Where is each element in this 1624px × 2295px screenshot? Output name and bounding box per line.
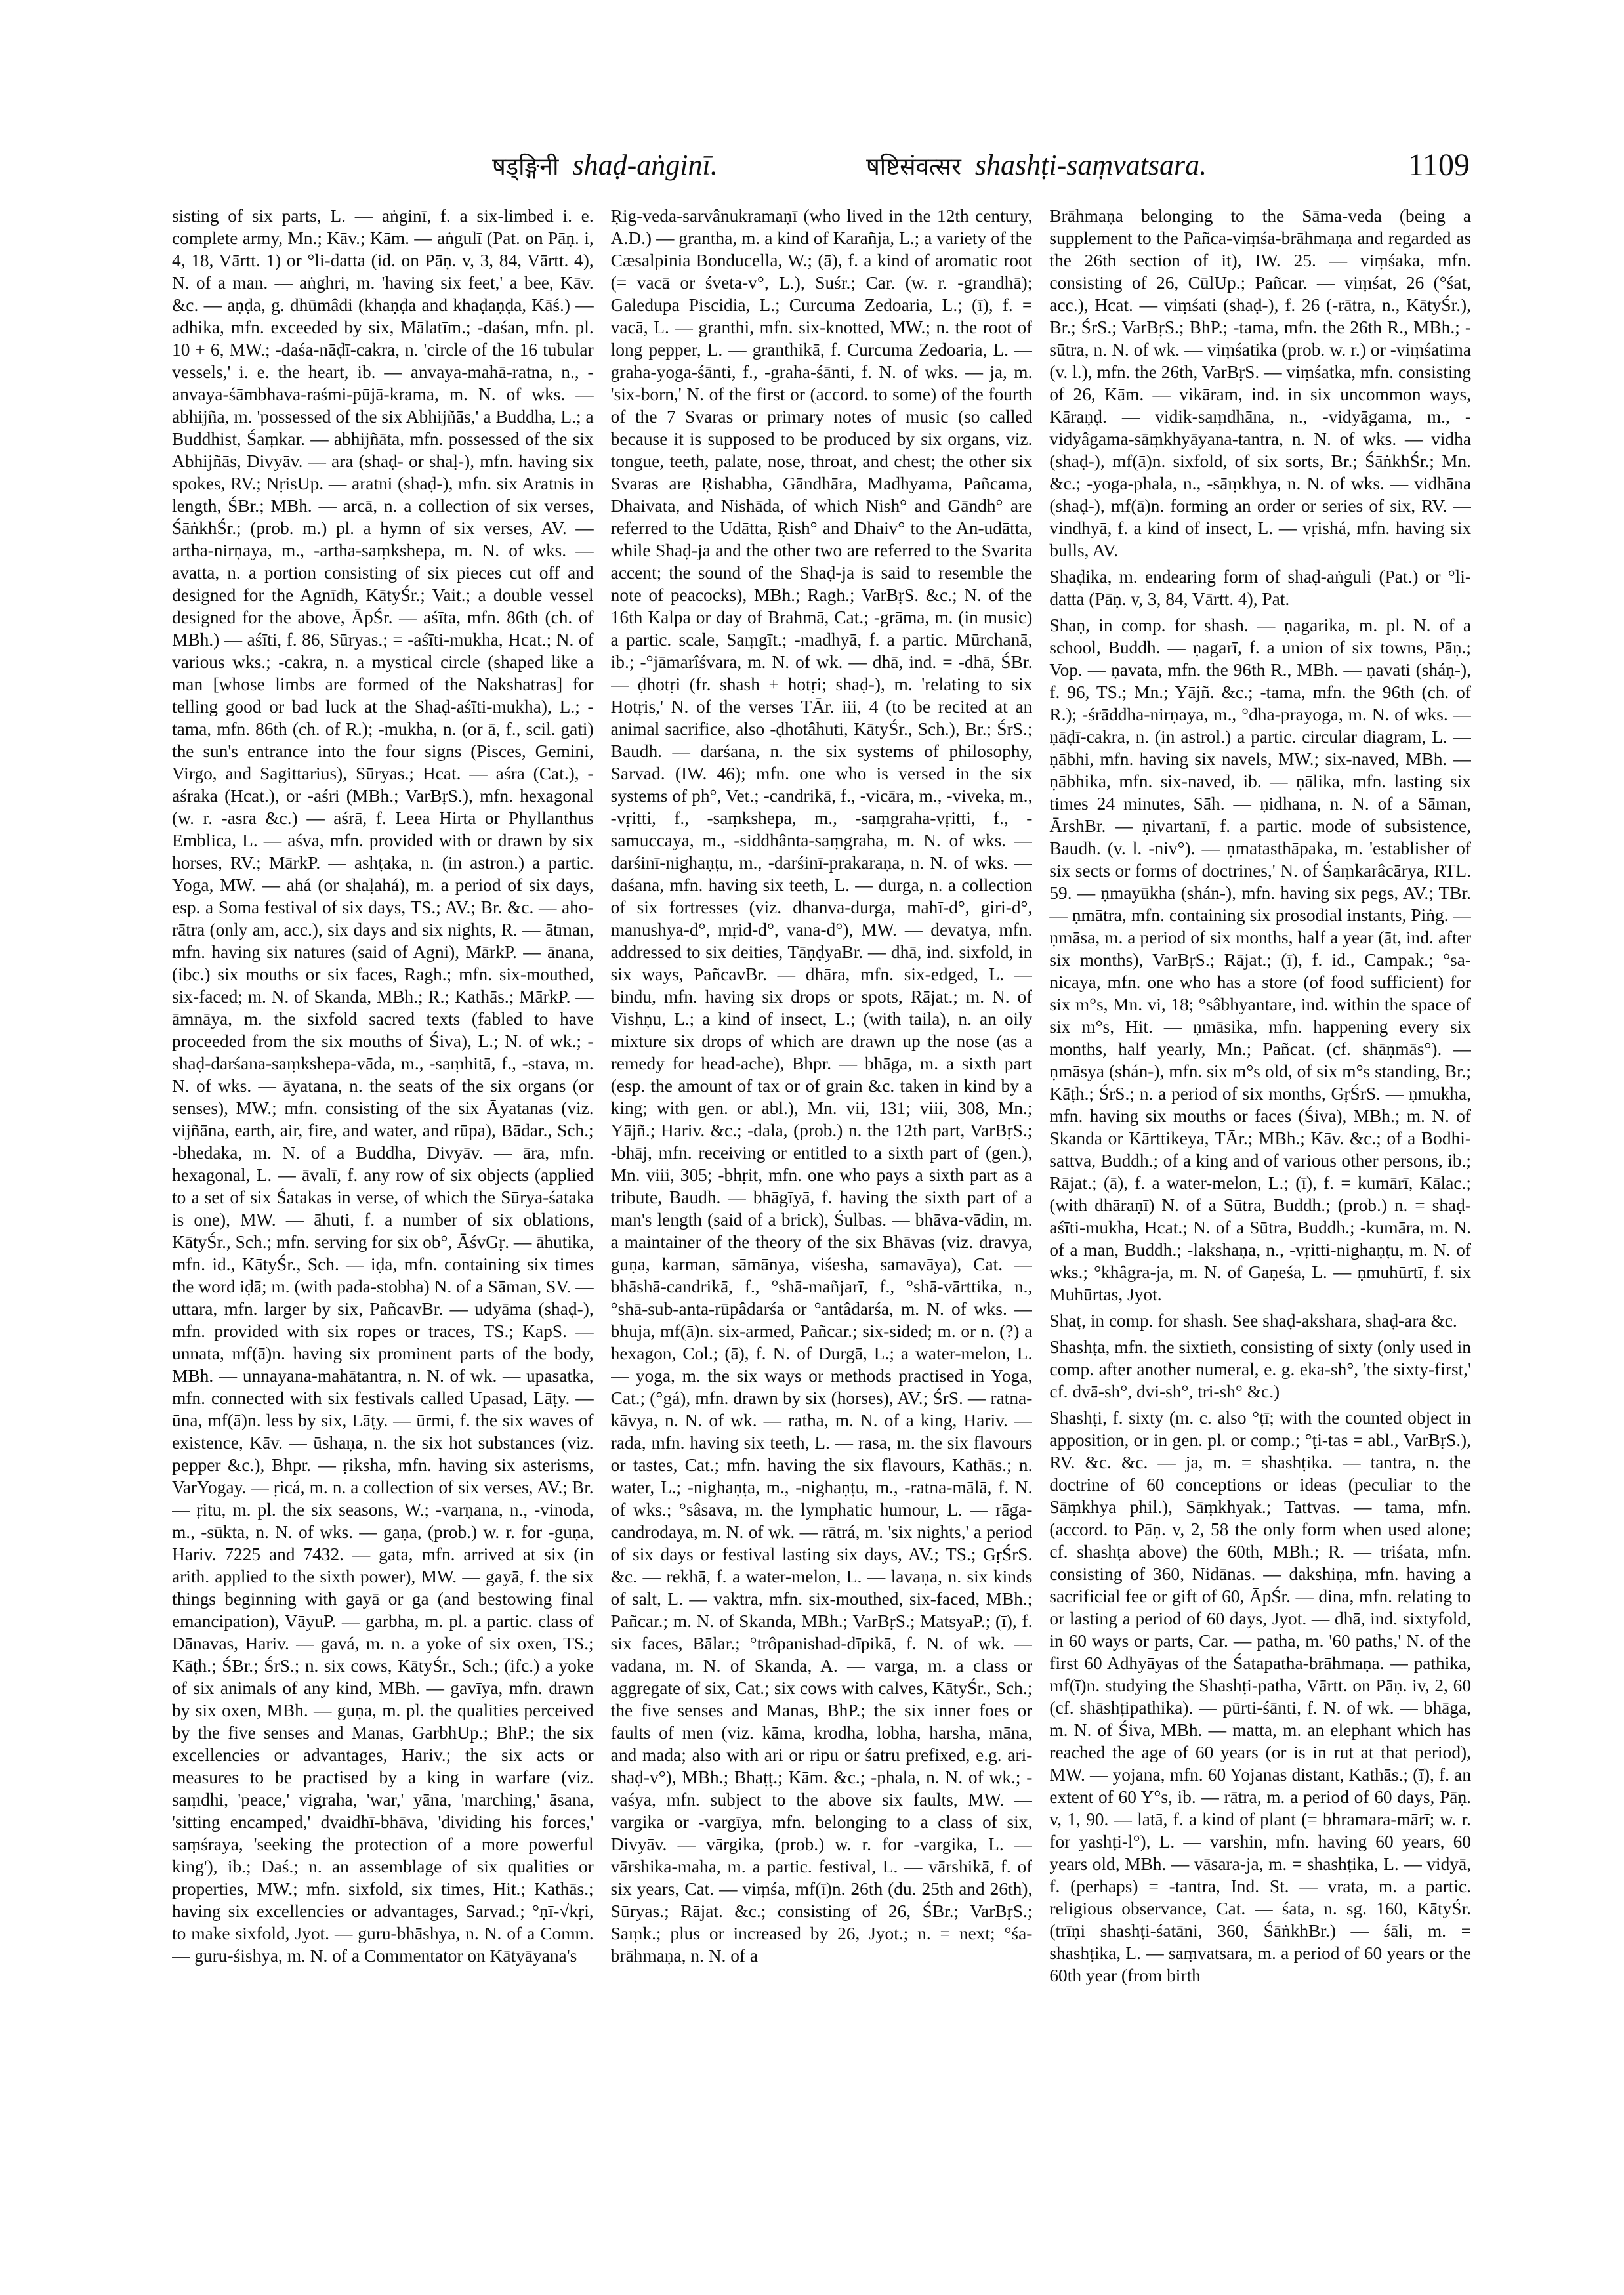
column-3-paragraph: Shaḍika, m. endearing form of shaḍ-aṅguli (Pat.) or °li-datta (Pāṇ. v, 3, 84, Vārtt. 4), Pat. xyxy=(1049,567,1472,609)
column-1-paragraph: sisting of six parts, L. — aṅginī, f. a six-limbed i. e. complete army, Mn.; Kāv.; Kām. — aṅgulī (Pat. on Pāṇ. i, 4, 18, Vārtt. 1) or °li-datta (id. on Pāṇ. v, 3, 84, Vārtt. 4), N. of a man. — aṅghri, m. 'having six feet,' a bee, Kāv. &c. — aṇḍa, g. dhūmâdi (khaṇḍa and khaḍaṇḍa, Kāś.) — adhika, mfn. exceeded by six, Mālatīm.; -daśan, mfn. pl. 10 + 6, MW.; -daśa-nāḍī-cakra, n. 'circle of the 16 tubular vessels,' i. e. the heart, ib. — anvaya-mahā-ratna, n., -anvaya-śāmbhava-raśmi-pūjā-krama, m. N. of wks. — abhijña, m. 'possessed of the six Abhijñās,' a Buddha, L.; a Buddhist, Śaṃkar. — abhijñāta, mfn. possessed of the six Abhijñās, Divyāv. — ara (shaḍ- or shaḷ-), mfn. having six spokes, RV.; NṛisUp. — aratni (shaḍ-), mfn. six Aratnis in length, ŚBr.; MBh. — arcā, n. a collection of six verses, ŚāṅkhŚr.; (prob. m.) pl. a hymn of six verses, AV. — artha-nirṇaya, m., -artha-saṃkshepa, m. N. of wks. — avatta, n. a portion consisting of six pieces cut off and designed for the Agnīdh, KātyŚr.; Vait.; a double vessel designed for the above, ĀpŚr. — aśīta, mfn. 86th (ch. of MBh.) — aśīti, f. 86, Sūryas.; = -aśīti-mukha, Hcat.; N. of various wks.; -cakra, n. a mystical circle (shaped like a man [whose limbs are formed of the Nakshatras] for telling good or bad luck at the Shaḍ-aśīti-mukha), L.; -tama, mfn. 86th (ch. of R.); -mukha, n. (or ā, f., scil. gati) the sun's entrance into the four signs (Pisces, Gemini, Virgo, and Sagittarius), Sūryas.; Hcat. — aśra (Cat.), -aśraka (Hcat.), or -aśri (MBh.; VarBṛS.), mfn. hexagonal (w. r. -asra &c.) — aśrā, f. Leea Hirta or Phyllanthus Emblica, L. — aśva, mfn. provided with or drawn by six horses, RV.; MārkP. — ashṭaka, n. (in astron.) a partic. Yoga, MW. — ahá (or shaḷahá), m. a period of six days, esp. a Soma festival of six days, TS.; AV.; Br. &c. — aho-rātra (only am, acc.), six days and six nights, R. — ātman, mfn. having six natures (said of Agni), MārkP. — ānana, (ibc.) six mouths or six faces, Ragh.; mfn. six-mouthed, six-faced; m. N. of Skanda, MBh.; R.; Kathās.; MārkP. — āmnāya, m. the sixfold sacred texts (fabled to have proceeded from the six mouths of Śiva), L.; N. of wk.; -shaḍ-darśana-saṃkshepa-vāda, m., -saṃhitā, f., -stava, m. N. of wks. — āyatana, n. the seats of the six organs (or senses), MW.; mfn. consisting of the six Āyatanas (viz. vijñāna, earth, air, fire, and water, and rūpa), Bādar., Sch.; -bhedaka, m. N. of a Buddha, Divyāv. — āra, mfn. hexagonal, L. — āvalī, f. any row of six objects (applied to a set of six Śatakas in verse, of which the Sūrya-śataka is one), MW. — āhuti, f. a number of six oblations, KātyŚr., Sch.; mfn. serving for six ob°, ĀśvGṛ. — āhutika, mfn. id., KātyŚr., Sch. — iḍa, mfn. containing six times the word iḍā; m. (with pada-stobha) N. of a Sāman, SV. — uttara, mfn. larger by six, PañcavBr. — udyāma (shaḍ-), mfn. provided with six ropes or traces, TS.; KapS. — unnata, mf(ā)n. having six prominent parts of the body, MBh. — unnayana-mahātantra, n. N. of wk. — upasatka, mfn. connected with six festivals called Upasad, Lāṭy. — ūna, mf(ā)n. less by six, Lāṭy. — ūrmi, f. the six waves of existence, Kāv. — ūshaṇa, n. the six hot substances (viz. pepper &c.), Bhpr. — ṛiksha, mfn. having six asterisms, VarYogay. — ṛicá, m. n. a collection of six verses, AV.; Br. — ṛitu, m. pl. the six seasons, W.; -varṇana, n., -vinoda, m., -sūkta, n. N. of wks. — gaṇa, (prob.) w. r. for -guṇa, Hariv. 7225 and 7432. — gata, mfn. arrived at six (in arith. applied to the sixth power), MW. — gayā, f. the six things beginning with gayā or ga (and bestowing final emancipation), VāyuP. — garbha, m. pl. a partic. class of Dānavas, Hariv. — gavá, m. n. a yoke of six oxen, TS.; Kāṭh.; ŚBr.; ŚrS.; n. six cows, KātyŚr., Sch.; (ifc.) a yoke of six animals of any kind, MBh. — gavīya, mfn. drawn by six oxen, MBh. — guṇa, m. pl. the qualities perceived by the five senses and Manas, GarbhUp.; BhP.; the six excellencies or advantages, Hariv.; the six acts or measures to be practised by a king in warfare (viz. saṃdhi, 'peace,' vigraha, 'war,' yāna, 'marching,' āsana, 'sitting encamped,' dvaidhī-bhāva, 'dividing his forces,' saṃśraya, 'seeking the protection of a more powerful king'), ib.; Daś.; n. an assemblage of six qualities or properties, MW.; mfn. sixfold, six times, Hit.; Kathās.; having six excellencies or advantages, Sarvad.; °ṇī-√kṛi, to make sixfold, Jyot. — guru-bhāshya, n. N. of a Comm. — guru-śishya, m. N. of a Commentator on Kātyāyana's xyxy=(172,206,594,1966)
header-right-headword xyxy=(866,148,1207,182)
column-2-paragraph: Ṛig-veda-sarvânukramaṇī (who lived in the 12th century, A.D.) — grantha, m. a kind of Karañja, L.; a variety of the Cæsalpinia Bonducella, W.; (ā), f. a kind of aromatic root (= vacā or śveta-v°, L.), Suśr.; Car. (w. r. -grandhā); Galedupa Piscidia, L.; Curcuma Zedoaria, L.; (ī), f. = vacā, L. — granthi, mfn. six-knotted, MW.; n. the root of long pepper, L. — granthikā, f. Curcuma Zedoaria, L. — graha-yoga-śānti, f., -graha-śānti, f. N. of wks. — ja, m. 'six-born,' N. of the first or (accord. to some) of the fourth of the 7 Svaras or primary notes of music (so called because it is supposed to be produced by six organs, viz. tongue, teeth, palate, nose, throat, and chest; the other six Svaras are Ṛishabha, Gāndhāra, Madhyama, Pañcama, Dhaivata, and Nishāda, of which Nish° and Gāndh° are referred to the Udātta, Ṛish° and Dhaiv° to the An-udātta, while Shaḍ-ja and the other two are referred to the Svarita accent; the sound of the Shaḍ-ja is said to resemble the note of peacocks), MBh.; Ragh.; VarBṛS. &c.; N. of the 16th Kalpa or day of Brahmā, Cat.; -grāma, m. (in music) a partic. scale, Saṃgīt.; -madhyā, f. a partic. Mūrchanā, ib.; -°jāmarîśvara, m. N. of wk. — dhā, ind. = -dhā, ŚBr. — ḍhotṛi (fr. shash + hotṛi; shaḍ-), m. 'relating to six Hotṛis,' N. of the verses TĀr. iii, 4 (to be recited at an animal sacrifice, also -ḍhotâhuti, KātyŚr., Sch.), Br.; ŚrS.; Baudh. — darśana, n. the six systems of philosophy, Sarvad. (IW. 46); mfn. one who is versed in the six systems of ph°, Vet.; -candrikā, f., -vicāra, m., -viveka, m., -vṛitti, f., -saṃkshepa, m., -saṃgraha-vṛitti, f., -samuccaya, m., -siddhânta-saṃgraha, m. N. of wks. — darśinī-nighaṇṭu, m., -darśinī-prakaraṇa, n. N. of wks. — daśana, mfn. having six teeth, L. — durga, n. a collection of six fortresses (viz. dhanva-durga, mahī-d°, giri-d°, manushya-d°, mṛid-d°, vana-d°), MW. — devatya, mfn. addressed to six deities, TāṇḍyaBr. — dhā, ind. sixfold, in six ways, PañcavBr. — dhāra, mfn. six-edged, L. — bindu, mfn. having six drops or spots, Rājat.; m. N. of Vishṇu, L.; a kind of insect, L.; (with taila), n. an oily mixture six drops of which are drawn up the nose (as a remedy for head-ache), Bhpr. — bhāga, m. a sixth part (esp. the amount of tax or of grain &c. taken in kind by a king; with gen. or abl.), Mn. vii, 131; viii, 308, Mn.; Yājñ.; Hariv. &c.; -dala, (prob.) n. the 12th part, VarBṛS.; -bhāj, mfn. receiving or entitled to a sixth part of (gen.), Mn. viii, 305; -bhṛit, mfn. one who pays a sixth part as a tribute, Baudh. — bhāgīyā, f. having the sixth part of a man's length (said of a brick), Śulbas. — bhāva-vādin, m. a maintainer of the theory of the six Bhāvas (viz. dravya, guṇa, karman, sāmānya, viśesha, samavāya), Cat. — bhāshā-candrikā, f., °shā-mañjarī, f., °shā-vārttika, n., °shā-sub-anta-rūpâdarśa or °antâdarśa, m. N. of wks. — bhuja, mf(ā)n. six-armed, Pañcar.; six-sided; m. or n. (?) a hexagon, Col.; (ā), f. N. of Durgā, L.; a water-melon, L. — yoga, m. the six ways or methods practised in Yoga, Cat.; (°gá), mfn. drawn by six (horses), AV.; ŚrS. — ratna-kāvya, n. N. of wk. — ratha, m. N. of a king, Hariv. — rada, mfn. having six teeth, L. — rasa, m. the six flavours or tastes, Cat.; mfn. having the six flavours, Kathās.; n. water, L.; -nighaṇṭa, m., -nighaṇṭu, m., -ratna-mālā, f. N. of wks.; °sâsava, m. the lymphatic humour, L. — rāga-candrodaya, m. N. of wk. — rātrá, m. 'six nights,' a period of six days or festival lasting six days, AV.; TS.; GṛŚrS. &c. — rekhā, f. a water-melon, L. — lavaṇa, n. six kinds of salt, L. — vaktra, mfn. six-mouthed, six-faced, MBh.; Pañcar.; m. N. of Skanda, MBh.; VarBṛS.; MatsyaP.; (ī), f. six faces, Bālar.; °trôpanishad-dīpikā, f. N. of wk. — vadana, m. N. of Skanda, A. — varga, m. a class or aggregate of six, Cat.; six cows with calves, KātyŚr., Sch.; the five senses and Manas, BhP.; the six inner foes or faults of men (viz. kāma, krodha, lobha, harsha, māna, and mada; also with ari or ripu or śatru prefixed, e.g. ari-shaḍ-v°), MBh.; Bhaṭṭ.; Kām. &c.; -phala, n. N. of wk.; -vaśya, mfn. subject to the above six faults, MW. — vargika or -vargīya, mfn. belonging to a class of six, Divyāv. — vārgika, (prob.) w. r. for -vargika, L. — vārshika-maha, m. a partic. festival, L. — vārshikā, f. of six years, Cat. — viṃśa, mf(ī)n. 26th (du. 25th and 26th), Sūryas.; Rājat. &c.; consisting of 26, ŚBr.; VarBṛS.; Saṃk.; plus or increased by 26, Jyot.; n. = next; °śa-brāhmaṇa, n. N. of a xyxy=(610,206,1033,1966)
column-2 xyxy=(611,205,1033,2265)
header-right-devanagari: षष्टिसंवत्सर xyxy=(866,154,961,180)
text-columns xyxy=(172,205,1471,2265)
column-1 xyxy=(172,205,594,2265)
column-3 xyxy=(1049,205,1471,2265)
header-left-transliteration: shaḍ-aṅginī. xyxy=(572,149,718,181)
running-header xyxy=(164,148,1470,201)
column-3-paragraph: Shashṭi, f. sixty (m. c. also °ṭī; with the counted object in apposition, or in gen. pl. or comp.; °ṭi-tas = abl., VarBṛS.), RV. &c. &c. — ja, m. = shashṭika. — tantra, n. the doctrine of 60 conceptions or ideas (peculiar to the Sāṃkhya phil.), Sāṃkhyak.; Tattvas. — tama, mfn. (accord. to Pāṇ. v, 2, 58 the only form when used alone; cf. shashṭa above) the 60th, MBh.; R. — triśata, mfn. consisting of 360, Nidānas. — dakshiṇa, mfn. having a sacrificial fee or gift of 60, ĀpŚr. — dina, mfn. relating to or lasting a period of 60 days, Jyot. — dhā, ind. sixtyfold, in 60 ways or parts, Car. — patha, m. '60 paths,' N. of the first 60 Adhyāyas of the Śatapatha-brāhmaṇa. — pathika, mf(ī)n. studying the Shashṭi-patha, Vārtt. on Pāṇ. iv, 2, 60 (cf. shāshṭipathika). — pūrti-śānti, f. N. of wk. — bhāga, m. N. of Śiva, MBh. — matta, m. an elephant which has reached the age of 60 years (or is in rut at that period), MW. — yojana, mfn. 60 Yojanas distant, Kathās.; (ī), f. an extent of 60 Y°s, ib. — rātra, m. a period of 60 days, Pāṇ. v, 1, 90. — latā, f. a kind of plant (= bhramara-mārī; w. r. for yashṭi-l°), L. — varshin, mfn. having 60 years, 60 years old, MBh. — vāsara-ja, m. = shashṭika, L. — vidyā, f. (perhaps) = -tantra, Ind. St. — vrata, m. a partic. religious observance, Cat. — śata, n. sg. 160, KātyŚr. (trīṇi shashṭi-śatāni, 360, ŚāṅkhBr.) — śāli, m. = shashṭika, L. — saṃvatsara, m. a period of 60 years or the 60th year (from birth xyxy=(1049,1408,1472,1985)
page-number: 1109 xyxy=(1407,148,1470,182)
header-left-headword xyxy=(492,148,718,182)
column-3-paragraph: Shashṭa, mfn. the sixtieth, consisting of sixty (only used in comp. after another numeral, e. g. eka-sh°, 'the sixty-first,' cf. dvā-sh°, dvi-sh°, tri-sh° &c.) xyxy=(1049,1337,1472,1401)
header-left-devanagari: षड्ङ्गिनी xyxy=(492,154,559,180)
column-3-paragraph: Shaṇ, in comp. for shash. — ṇagarika, m. pl. N. of a school, Buddh. — ṇagarī, f. a union of six towns, Pāṇ.; Vop. — ṇavata, mfn. the 96th R., MBh. — ṇavati (sháṇ-), f. 96, TS.; Mn.; Yājñ. &c.; -tama, mfn. the 96th (ch. of R.); -śrāddha-nirṇaya, m., °dha-prayoga, m. N. of wks. — ṇāḍī-cakra, n. (in astrol.) a partic. circular diagram, L. — ṇābhi, mfn. having six navels, MW.; six-naved, MBh. — ṇābhika, mfn. six-naved, ib. — ṇālika, mfn. lasting six times 24 minutes, Sāh. — ṇidhana, n. N. of a Sāman, ĀrshBr. — ṇivartanī, f. a partic. mode of subsistence, Baudh. (v. l. -niv°). — ṇmatasthāpaka, m. 'establisher of six sects or forms of doctrines,' N. of Śaṃkarâcārya, RTL. 59. — ṇmayūkha (shán-), mfn. having six pegs, AV.; TBr. — ṇmātra, mfn. containing six prosodial instants, Piṅg. — ṇmāsa, m. a period of six months, half a year (āt, ind. after six months), VarBṛS.; Rājat.; (ī), f. id., Campak.; °sa-nicaya, mfn. one who has a store (of food sufficient) for six m°s, Mn. vi, 18; °sâbhyantare, ind. within the space of six m°s, Hit. — ṇmāsika, mfn. happening every six months, half yearly, Mn.; Pañcat. (cf. shāṇmās°). — ṇmāsya (shán-), mfn. six m°s old, of six m°s standing, Br.; Kāṭh.; ŚrS.; n. a period of six months, GṛŚrS. — ṇmukha, mfn. having six mouths or faces (Śiva), MBh.; m. N. of Skanda or Kārttikeya, TĀr.; MBh.; Kāv. &c.; of a Bodhi-sattva, Buddh.; of a king and of various other persons, ib.; Rājat.; (ā), f. a water-melon, L.; (ī), f. = kumārī, Kālac.; (with dhāraṇī) N. of a Sūtra, Buddh.; (prob.) n. = shaḍ-aśīti-mukha, Hcat.; N. of a Sūtra, Buddh.; -kumāra, m. N. of a man, Buddh.; -lakshaṇa, n., -vṛitti-nighaṇṭu, m. N. of wks.; °khâgra-ja, m. N. of Gaṇeśa, L. — ṇmuhūrtī, f. six Muhūrtas, Jyot. xyxy=(1049,615,1472,1304)
column-3-paragraph: Brāhmaṇa belonging to the Sāma-veda (being a supplement to the Pañca-viṃśa-brāhmaṇa and regarded as the 26th section of it), IW. 25. — viṃśaka, mfn. consisting of 26, CūlUp.; Pañcar. — viṃśat, 26 (°śat, acc.), Hcat. — viṃśati (shaḍ-), f. 26 (-rātra, n., KātyŚr.), Br.; ŚrS.; VarBṛS.; BhP.; -tama, mfn. the 26th R., MBh.; -sūtra, n. N. of wk. — viṃśatika (prob. w. r.) or -viṃśatima (v. l.), mfn. the 26th, VarBṛS. — viṃśatka, mfn. consisting of 26, Kām. — vikāram, ind. in six uncommon ways, Kāraṇḍ. — vidik-saṃdhāna, n., -vidyāgama, m., -vidyâgama-sāṃkhyāyana-tantra, n. N. of wks. — vidha (shaḍ-), mf(ā)n. sixfold, of six sorts, Br.; ŚāṅkhŚr.; Mn. &c.; -yoga-phala, n., -sāṃkhya, n. N. of wks. — vidhāna (shaḍ-), mf(ā)n. forming an order or series of six, RV. — vindhyā, f. a kind of insect, L. — vṛishá, mfn. having six bulls, AV. xyxy=(1049,206,1472,560)
header-right-transliteration: shashṭi-saṃvatsara. xyxy=(974,149,1207,181)
column-3-paragraph: Shaṭ, in comp. for shash. See shaḍ-akshara, shaḍ-ara &c. xyxy=(1049,1311,1457,1331)
